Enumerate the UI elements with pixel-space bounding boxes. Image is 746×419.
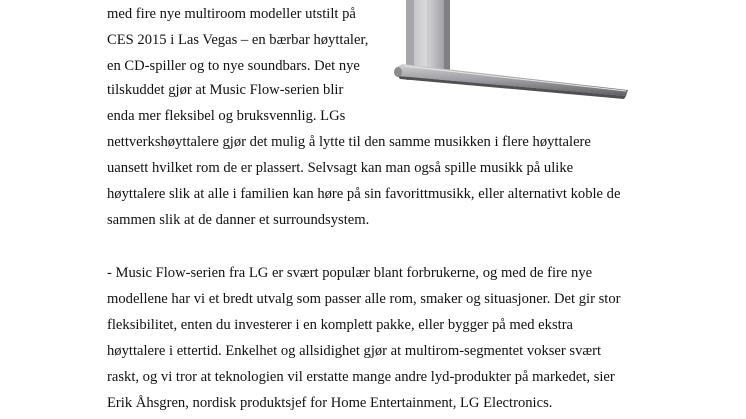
intro-line-5: enda mer fleksibel og bruksvennlig. LGs <box>107 108 346 124</box>
body-line-1: nettverkshøyttalere gjør det mulig å lytte til den samme musikken i flere høyttalere <box>107 134 591 150</box>
intro-line-2: CES 2015 i Las Vegas – en bærbar høyttaler, <box>107 32 369 48</box>
quote-line-5: raskt, og vi tror at teknologien vil erstatte mange andre lyd-produkter på markedet, sier <box>107 369 615 385</box>
body-line-3: høyttalere slik at alle i familien kan høre på sin favorittmusikk, eller alternativt koble de <box>107 186 621 202</box>
product-image-soundbar-subwoofer <box>392 0 632 100</box>
quote-line-2: modellene har vi et bredt utvalg som passer alle rom, smaker og situasjoner. Det gir stor <box>107 291 621 307</box>
quote-line-1: - Music Flow-serien fra LG er svært populær blant forbrukerne, og med de fire nye <box>107 265 593 281</box>
body-line-4: sammen slik at de danner et surroundsystem. <box>107 212 370 228</box>
soundbar-shape <box>394 64 628 99</box>
intro-line-4: tilskuddet gjør at Music Flow-serien blir <box>107 82 344 98</box>
intro-line-1: med fire nye multiroom modeller utstilt på <box>107 6 356 22</box>
quote-line-6: Erik Åhsgren, nordisk produktsjef for Home Entertainment, LG Electronics. <box>107 395 553 411</box>
intro-line-3: en CD-spiller og to nye soundbars. Det nye <box>107 58 360 74</box>
soundbar-subwoofer-illustration <box>392 0 632 100</box>
body-line-2: uansett hvilket rom de er plassert. Selvsagt kan man også spille musikk på ulike <box>107 160 574 176</box>
quote-line-3: fleksibilitet, enten du investerer i en komplett pakke, eller bygger på med ekstra <box>107 317 574 333</box>
quote-line-4: høyttalere i ettertid. Enkelhet og allsidighet gjør at multirom-segmentet vokser svært <box>107 343 602 359</box>
